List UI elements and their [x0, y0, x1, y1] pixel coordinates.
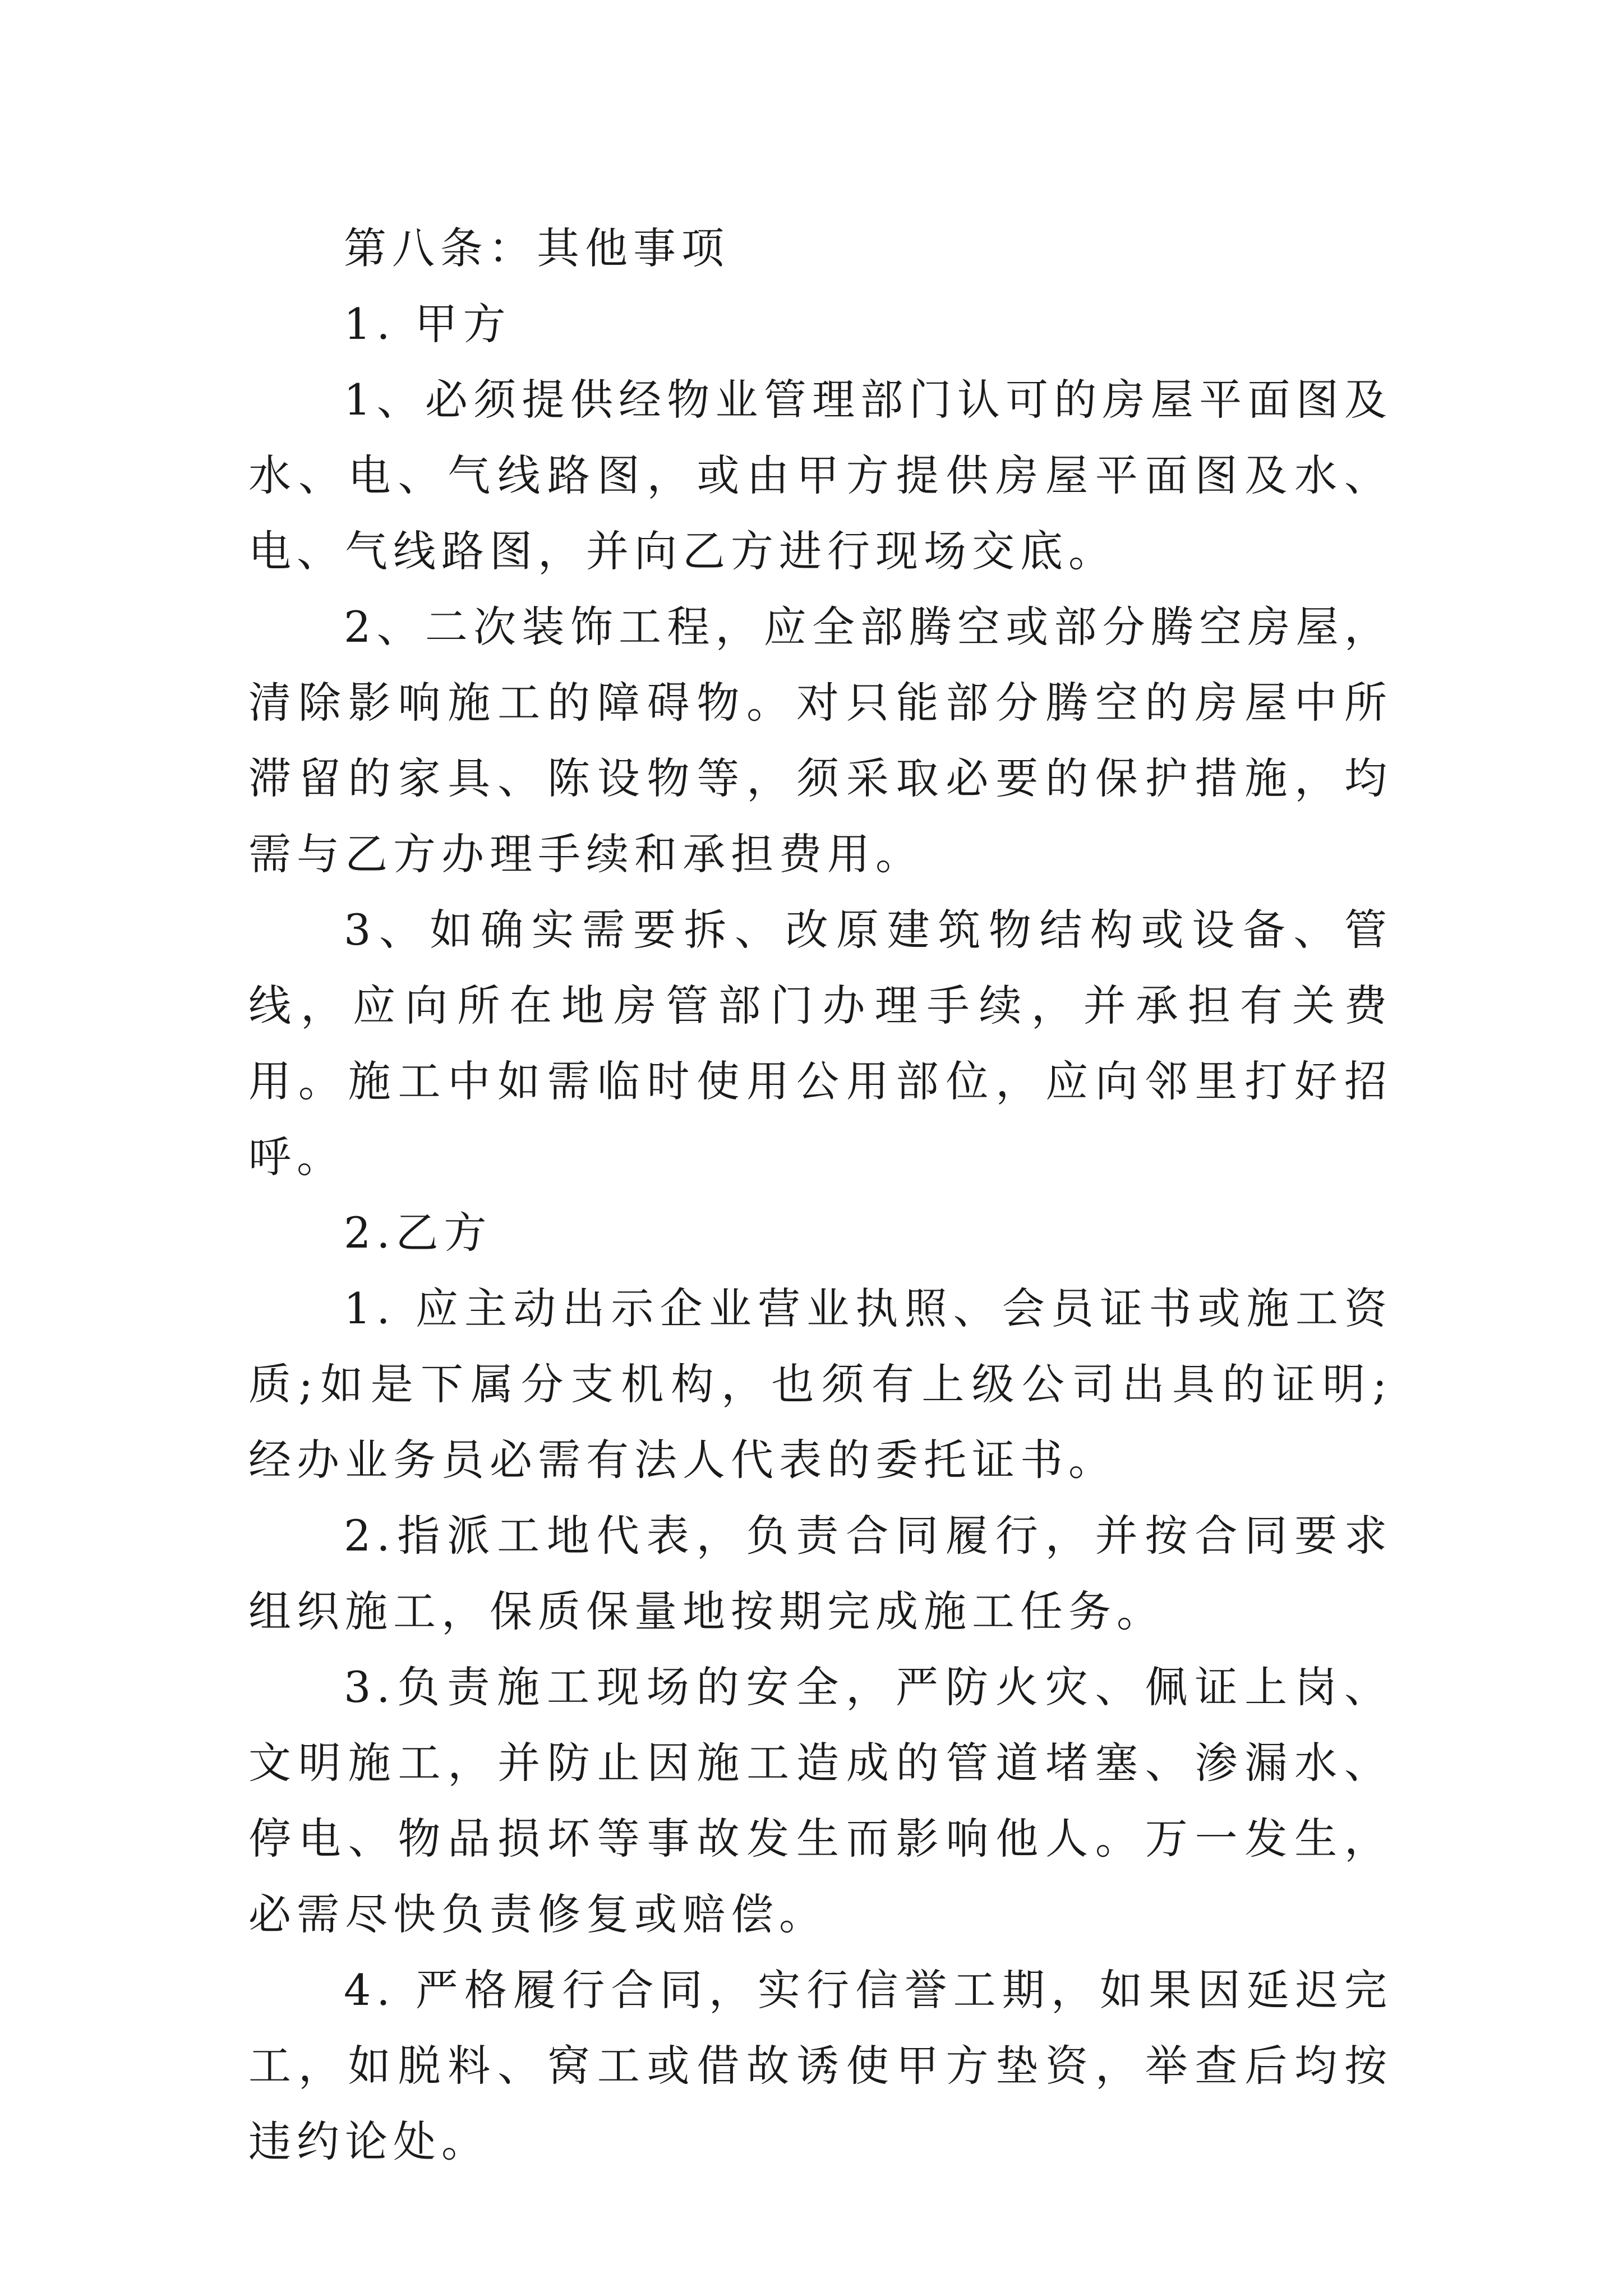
document-body — [248, 210, 1393, 2179]
party-b-item-3: 3.负责施工现场的安全，严防火灾、佩证上岗、文明施工，并防止因施工造成的管道堵塞、渗漏水、停电、物品损坏等事故发生而影响他人。万一发生，必需尽快负责修复或赔偿。 — [248, 1662, 1393, 1939]
party-a-item-3: 3、如确实需要拆、改原建筑物结构或设备、管线，应向所在地房管部门办理手续，并承担有关费用。施工中如需临时使用公用部位，应向邻里打好招呼。 — [248, 905, 1393, 1182]
article-title: 第八条：其他事项 — [344, 223, 730, 273]
party-b-item-4: 4. 严格履行合同，实行信誉工期，如果因延迟完工，如脱料、窝工或借故诱使甲方垫资，举查后均按违约论处。 — [248, 1965, 1393, 2166]
party-a-heading: 1. 甲方 — [344, 299, 511, 349]
party-b-item-2: 2.指派工地代表，负责合同履行，并按合同要求组织施工，保质保量地按期完成施工任务。 — [248, 1511, 1393, 1636]
party-a-item-2: 2、二次装饰工程，应全部腾空或部分腾空房屋，清除影响施工的障碍物。对只能部分腾空的房屋中所滞留的家具、陈设物等，须采取必要的保护措施，均需与乙方办理手续和承担费用。 — [248, 602, 1393, 879]
party-b-item-1: 1. 应主动出示企业营业执照、会员证书或施工资质;如是下属分支机构，也须有上级公司出具的证明;经办业务员必需有法人代表的委托证书。 — [248, 1283, 1393, 1485]
party-b-heading: 2.乙方 — [344, 1208, 492, 1258]
party-a-item-1: 1、必须提供经物业管理部门认可的房屋平面图及水、电、气线路图，或由甲方提供房屋平面图及水、电、气线路图，并向乙方进行现场交底。 — [248, 375, 1393, 576]
